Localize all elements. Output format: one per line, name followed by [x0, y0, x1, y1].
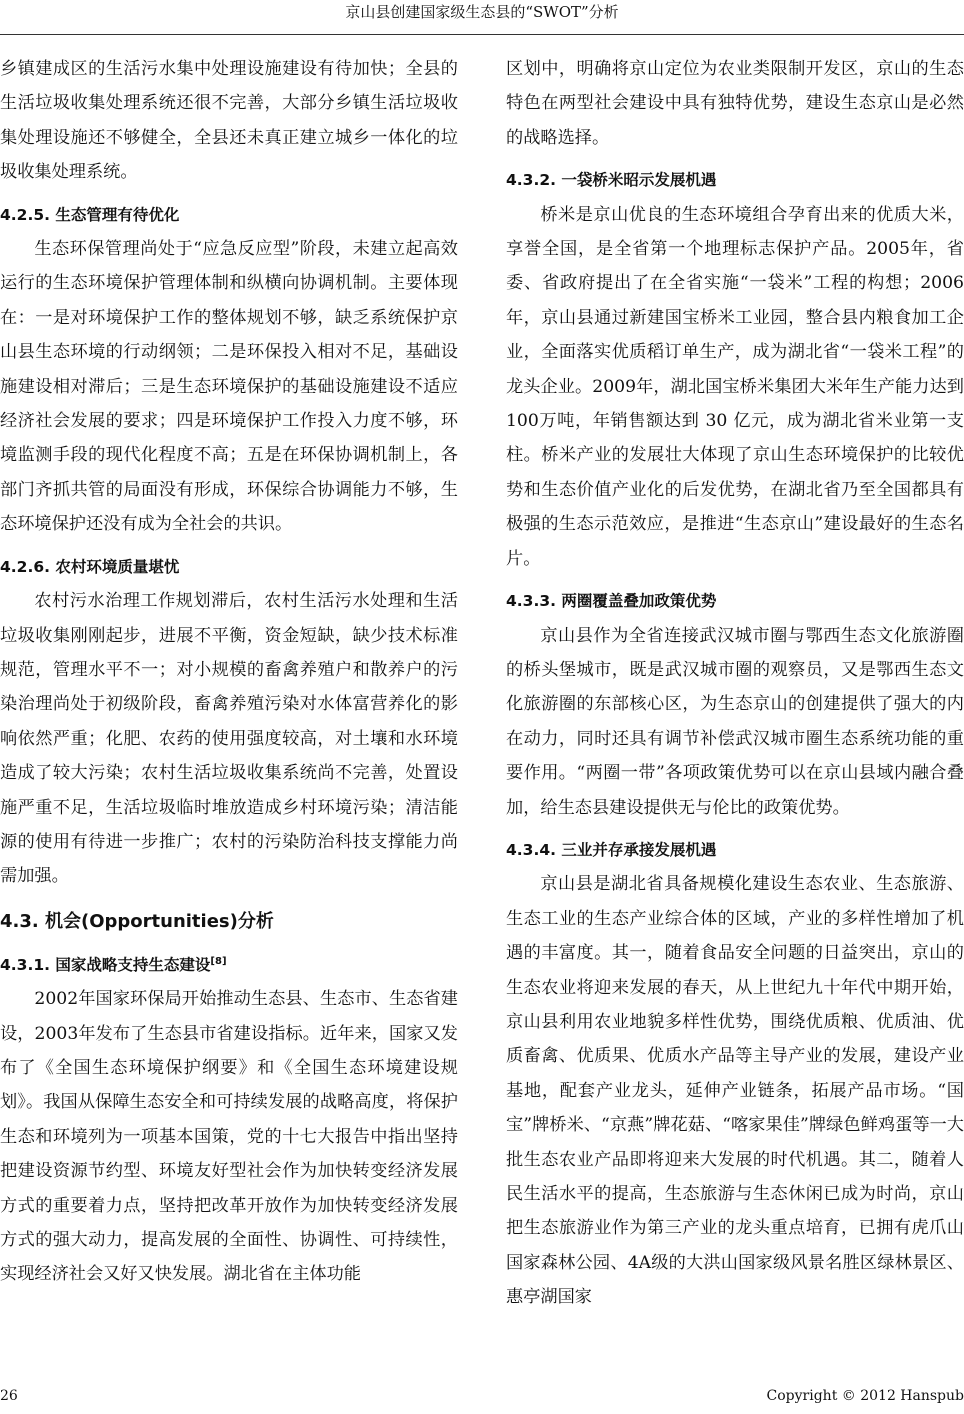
running-title: 京山县创建国家级生态县的“SWOT”分析 [345, 3, 619, 21]
paragraph-4-3-1: 2002年国家环保局开始推动生态县、生态市、生态省建设，2003年发布了生态县市省建设指标。近年来，国家又发布了《全国生态环境保护纲要》和《全国生态环境建设规划》。我国从保障生态安全和可持续发展的战略高度，将保护生态和环境列为一项基本国策，党的十七大报告中指出坚持把建设资源节约型、环境友好型社会作为加快转变经济发展方式的重要着力点，坚持把改革开放作为加快转变经济发展方式的强大动力，提高发展的全面性、协调性、可持续性，实现经济社会又好又快发展。湖北省在主体功能 [0, 989, 458, 1285]
heading-4-3-1-text: 4.3.1. 国家战略支持生态建设 [0, 955, 211, 974]
paragraph-4-3-2: 桥米是京山优良的生态环境组合孕育出来的优质大米，享誉全国，是全省第一个地理标志保护产品。2005年，省委、省政府提出了在全省实施“一袋米”工程的构想；2006年，京山县通过新建国宝桥米工业园，整合县内粮食加工企业，全面落实优质稻订单生产，成为湖北省“一袋米工程”的龙头企业。2009年，湖北国宝桥米集团大米年生产能力达到100万吨，年销售额达到 30 亿元，成为湖北省米业第一支柱。桥米产业的发展壮大体现了京山生态环境保护的比较优势和生态价值产业化的后发优势，在湖北省乃至全国都具有极强的生态示范效应，是推进“生态京山”建设最好的生态名片。 [506, 204, 964, 569]
heading-4-3-1 [0, 948, 458, 982]
right-column [506, 52, 964, 1315]
copyright: Copyright © 2012 Hanspub [766, 1388, 964, 1404]
citation-ref[interactable]: [8] [210, 955, 227, 967]
left-column [0, 52, 458, 1292]
paragraph-4-2-6: 农村污水治理工作规划滞后，农村生活污水处理和生活垃圾收集刚刚起步，进展不平衡，资金短缺，缺少技术标准规范，管理水平不一；对小规模的畜禽养殖户和散养户的污染治理尚处于初级阶段，畜禽养殖污染对水体富营养化的影响依然严重；化肥、农药的使用强度较高，对土壤和水环境造成了较大污染；农村生活垃圾收集系统尚不完善，处置设施严重不足，生活垃圾临时堆放造成乡村环境污染；清洁能源的使用有待进一步推广；农村的污染防治科技支撑能力尚需加强。 [0, 591, 458, 887]
paragraph-4-3-3: 京山县作为全省连接武汉城市圈与鄂西生态文化旅游圈的桥头堡城市，既是武汉城市圈的观察员，又是鄂西生态文化旅游圈的东部核心区，为生态京山的创建提供了强大的内在动力，同时还具有调节补偿武汉城市圈生态系统功能的重要作用。“两圈一带”各项政策优势可以在京山县域内融合叠加，给生态县建设提供无与伦比的政策优势。 [506, 625, 964, 818]
paragraph-4-2-5: 生态环保管理尚处于“应急反应型”阶段，未建立起高效运行的生态环境保护管理体制和纵横向协调机制。主要体现在：一是对环境保护工作的整体规划不够，缺乏系统保护京山县生态环境的行动纲领；二是环保投入相对不足，基础设施建设相对滞后；三是生态环境保护的基础设施建设不适应经济社会发展的要求；四是环境保护工作投入力度不够，环境监测手段的现代化程度不高；五是在环保协调机制上，各部门齐抓共管的局面没有形成，环保综合协调能力不够，生态环境保护还没有成为全社会的共识。 [0, 239, 458, 535]
heading-4-2-5: 4.2.5. 生态管理有待优化 [0, 205, 180, 224]
heading-4-3-4: 4.3.4. 三业并存承接发展机遇 [506, 840, 717, 859]
paragraph-continued-right: 区划中，明确将京山定位为农业类限制开发区，京山的生态特色在两型社会建设中具有独特优势，建设生态京山是必然的战略选择。 [506, 59, 964, 148]
heading-4-3-2: 4.3.2. 一袋桥米昭示发展机遇 [506, 171, 717, 190]
page-number: 26 [0, 1388, 18, 1404]
heading-4-3: 4.3. 机会(Opportunities)分析 [0, 910, 274, 932]
paragraph-continued: 乡镇建成区的生活污水集中处理设施建设有待加快；全县的生活垃圾收集处理系统还很不完善，大部分乡镇生活垃圾收集处理设施还不够健全，全县还未真正建立城乡一体化的垃圾收集处理系统。 [0, 59, 458, 183]
paragraph-4-3-4: 京山县是湖北省具备规模化建设生态农业、生态旅游、生态工业的生态产业综合体的区域，产业的多样性增加了机遇的丰富度。其一，随着食品安全问题的日益突出，京山的生态农业将迎来发展的春天，从上世纪九十年代中期开始，京山县利用农业地貌多样性优势，围绕优质粮、优质油、优质畜禽、优质果、优质水产品等主导产业的发展，建设产业基地，配套产业龙头，延伸产业链条，拓展产品市场。“国宝”牌桥米、“京燕”牌花菇、“喀家果佳”牌绿色鲜鸡蛋等一大批生态农业产品即将迎来大发展的时代机遇。其二，随着人民生活水平的提高，生态旅游与生态休闲已成为时尚，京山把生态旅游业作为第三产业的龙头重点培育，已拥有虎爪山国家森林公园、4A级的大洪山国家级风景名胜区绿林景区、惠亭湖国家 [506, 874, 964, 1308]
running-header [0, 0, 964, 35]
heading-4-2-6: 4.2.6. 农村环境质量堪忧 [0, 557, 180, 576]
heading-4-3-3: 4.3.3. 两圈覆盖叠加政策优势 [506, 592, 717, 611]
